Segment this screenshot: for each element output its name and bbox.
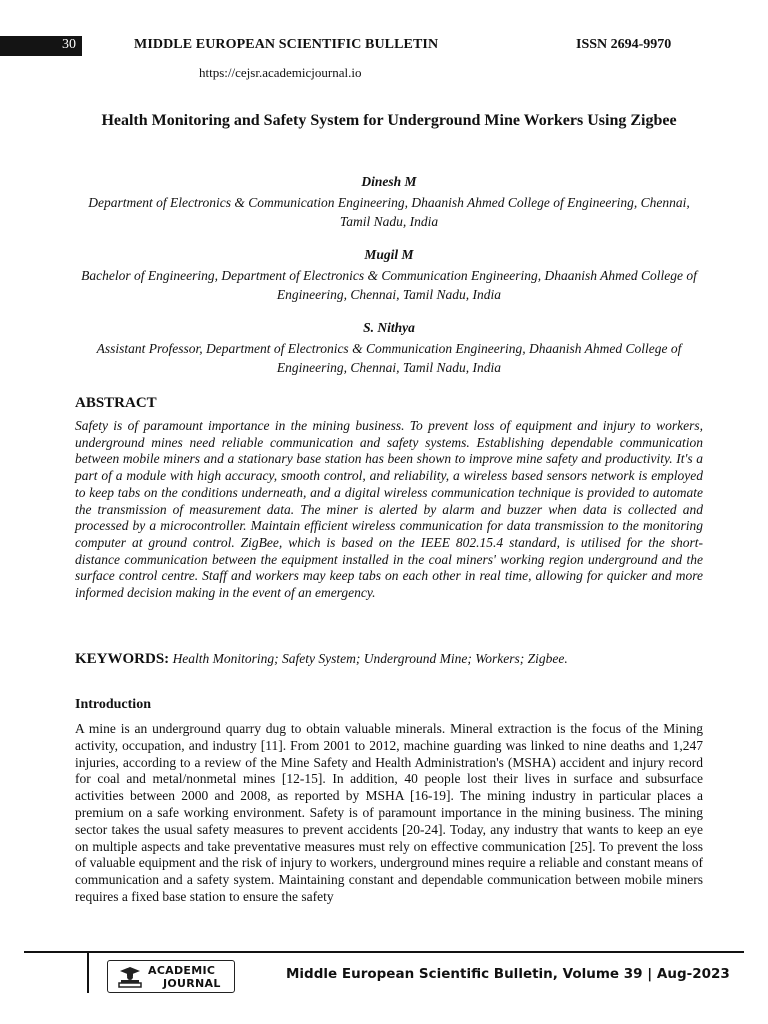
author-name: Mugil M	[364, 247, 414, 262]
scholar-at-desk-icon	[115, 966, 145, 988]
issn: ISSN 2694-9970	[576, 37, 672, 52]
introduction-heading: Introduction	[75, 697, 151, 712]
journal-name: MIDDLE EUROPEAN SCIENTIFIC BULLETIN	[134, 37, 439, 52]
footer-citation: Middle European Scientific Bulletin, Volume 39 | Aug-2023	[286, 966, 730, 982]
keywords-label: KEYWORDS:	[75, 651, 170, 667]
logo-text-line1: ACADEMIC	[148, 964, 216, 977]
keywords	[75, 651, 703, 668]
author-block	[76, 172, 702, 232]
author-name: S. Nithya	[363, 320, 415, 335]
academic-journal-logo	[107, 960, 235, 993]
page-number: 30	[62, 37, 76, 52]
author-affiliation: Assistant Professor, Department of Electronics & Communication Engineering, Dhaanish Ahmed College of Engineering, Chennai, Tamil Nadu, India	[96, 340, 682, 375]
article-title: Health Monitoring and Safety System for Underground Mine Workers Using Zigbee	[101, 112, 677, 129]
journal-url[interactable]: https://cejsr.academicjournal.io	[199, 65, 362, 80]
introduction-text: A mine is an underground quarry dug to obtain valuable minerals. Mineral extraction is the focus of the Mining activity, occupation, and industry [11]. From 2001 to 2012, machine guarding was linked to nine deaths and 1,247 injuries, according to a review of the Mine Safety and Health Administration's (MSHA) accident and injury record for coal and metal/nonmetal mines [12-15]. In addition, 40 people lost their lives in surface and subsurface activities between 2000 and 2008, as reported by MSHA [16-19]. The mining industry in particular places a premium on a safe working environment. Safety is of paramount importance in the mining business. The mining sector takes the usual safety measures to prevent accidents [20-24]. Today, any industry that wants to keep an eye on multiple aspects and take preventative measures must rely on effective communication [25]. To prevent the loss of valuable equipment and the risk of injury to workers, underground mines require a reliable and constant means of communication and a safety system. Maintaining constant and dependable communication between mobile miners requires a fixed base station to ensure the safety	[75, 721, 703, 904]
author-block	[76, 318, 702, 378]
keywords-text: Health Monitoring; Safety System; Underground Mine; Workers; Zigbee.	[172, 651, 568, 666]
author-name: Dinesh M	[361, 174, 417, 189]
footer-rule	[24, 951, 744, 953]
author-affiliation: Department of Electronics & Communication Engineering, Dhaanish Ahmed College of Engineering, Chennai, Tamil Nadu, India	[88, 194, 690, 229]
abstract-heading: ABSTRACT	[75, 395, 157, 411]
abstract-text: Safety is of paramount importance in the mining business. To prevent loss of equipment and injury to workers, underground mines need reliable communication and safety systems. Establishing dependable communication between mobile miners and a stationary base station has been shown to improve mine safety and productivity. It's a part of a module with high accuracy, smooth control, and reliability, a wireless based sensors network is employed to keep tabs on the conditions underneath, and a digital wireless communication technique is provided to automate the transmission of measurement data. The miner is alerted by alarm and buzzer when data is collected and processed by a microcontroller. Maintain efficient wireless communication for data transmission to the monitoring computer at ground control. ZigBee, which is based on the IEEE 802.15.4 standard, is utilised for the short-distance communication between the equipment installed in the coal miners' working region underground and the surface control centre. Staff and workers may keep tabs on each other in real time, allowing for quicker and more informed decision making in the event of an emergency.	[75, 418, 703, 601]
footer-divider	[87, 951, 89, 993]
author-block	[76, 245, 702, 305]
author-affiliation: Bachelor of Engineering, Department of Electronics & Communication Engineering, Dhaanish Ahmed College of Engineering, Chennai, Tamil Nadu, India	[81, 267, 697, 302]
logo-text-line2: JOURNAL	[163, 977, 221, 990]
